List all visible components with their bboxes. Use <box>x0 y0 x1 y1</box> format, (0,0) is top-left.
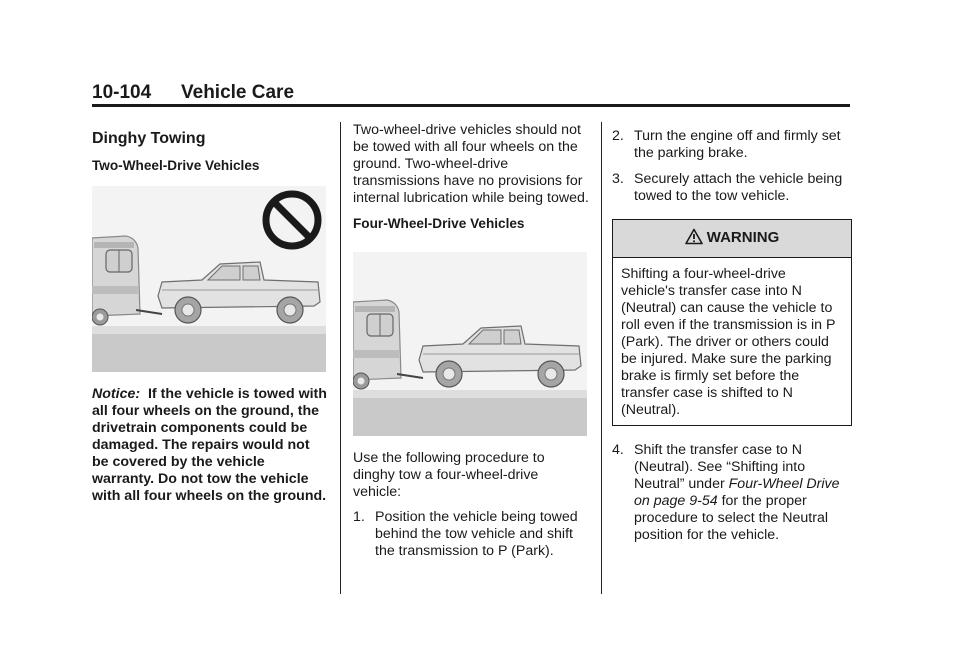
step-3 <box>612 171 852 205</box>
procedure-steps-c <box>612 442 852 544</box>
step-1 <box>353 509 589 560</box>
section-title: Vehicle Care <box>181 82 295 103</box>
procedure-steps-b <box>612 128 852 205</box>
step-number: 4. <box>612 442 624 458</box>
warning-triangle-icon <box>685 228 703 249</box>
step-4 <box>612 442 852 544</box>
procedure-steps-a <box>353 509 589 560</box>
step-number: 1. <box>353 509 365 525</box>
warning-title: WARNING <box>706 229 780 246</box>
column-divider-1 <box>340 122 341 594</box>
warning-box <box>612 219 852 426</box>
notice-text: If the vehicle is towed with all four wheels on the ground, the drivetrain components could be damaged. The repairs would not be covered by the vehicle warranty. Do not tow the vehicle with all four wheels on the ground. <box>92 386 327 504</box>
figure-four-wheel-drive-towing <box>353 252 587 436</box>
subheading-two-wheel-drive: Two-Wheel-Drive Vehicles <box>92 158 260 173</box>
notice-label: Notice: <box>92 386 141 402</box>
step-text-a: Shift the transfer case to N (Neutral). See “Shifting into Neutral” under <box>634 442 806 492</box>
header-rule <box>92 104 850 107</box>
step-number: 2. <box>612 128 624 144</box>
warning-text: Shifting a four-wheel-drive vehicle's transfer case into N (Neutral) can cause the vehicle to roll even if the transmission is in P (Park). The driver or others could be injured. Make sure the parking brake is firmly set before the transfer case is shifted to N (Neutral). <box>621 266 836 418</box>
towing-illustration-4wd <box>353 252 587 436</box>
rv-illustration <box>92 236 140 325</box>
step-text: Position the vehicle being towed behind the tow vehicle and shift the transmission to P (Park). <box>375 509 578 559</box>
two-wheel-drive-intro: Two-wheel-drive vehicles should not be towed with all four wheels on the ground. Two-wheel-drive transmissions have no provisions for internal lubrication while being towed. <box>353 122 589 206</box>
column-1 <box>92 122 328 513</box>
heading-dinghy-towing: Dinghy Towing <box>92 130 206 147</box>
step-text: Turn the engine off and firmly set the parking brake. <box>634 128 841 161</box>
figure-two-wheel-drive-towing <box>92 186 326 372</box>
notice-paragraph <box>92 386 328 505</box>
warning-header <box>613 220 851 258</box>
rv-illustration <box>353 300 401 389</box>
step-text: Securely attach the vehicle being towed to the tow vehicle. <box>634 171 843 204</box>
subheading-four-wheel-drive: Four-Wheel-Drive Vehicles <box>353 216 525 231</box>
page-number: 10-104 <box>92 82 152 103</box>
column-3 <box>612 122 852 553</box>
step-text-b: for the proper procedure to select the Neutral position for the vehicle. <box>634 493 829 543</box>
page-header <box>92 82 852 106</box>
procedure-intro: Use the following procedure to dinghy tow a four-wheel-drive vehicle: <box>353 450 545 500</box>
towing-illustration <box>92 186 326 372</box>
step-number: 3. <box>612 171 624 187</box>
column-2 <box>353 122 589 569</box>
step-2 <box>612 128 852 162</box>
cross-reference-link[interactable]: Four-Wheel Drive on page 9-54 <box>634 476 840 509</box>
column-divider-2 <box>601 122 602 594</box>
